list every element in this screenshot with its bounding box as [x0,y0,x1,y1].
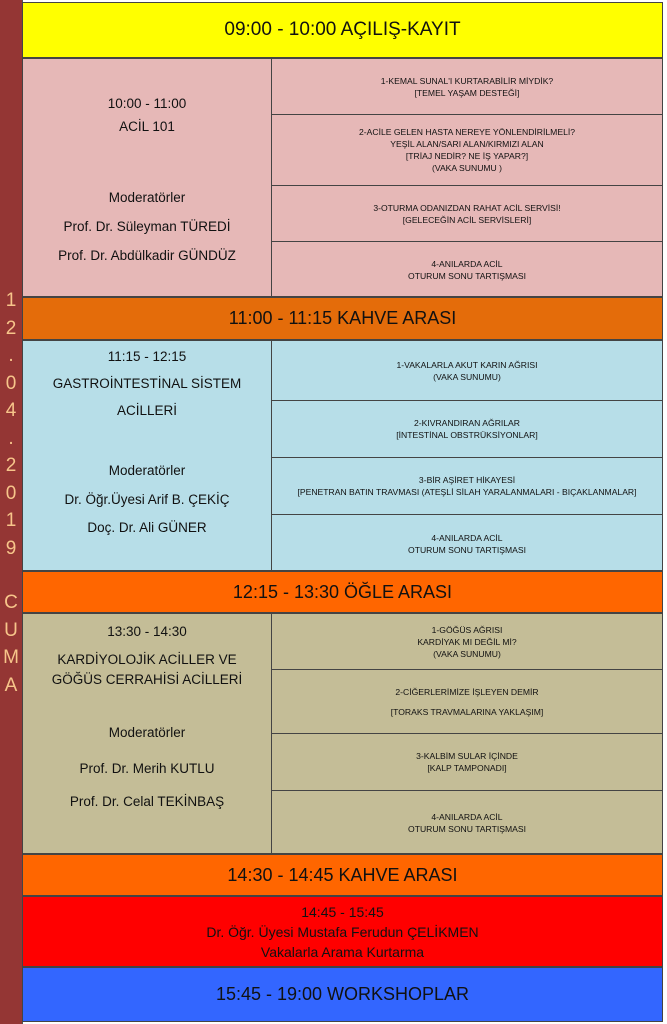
session-title: ACİLLERİ [116,403,178,418]
moderator-name: Dr. Öğr.Üyesi Arif B. ÇEKİÇ [64,492,230,507]
session-info [23,341,272,570]
talk-title: 2-CİĞERLERİMİZE İŞLEYEN DEMİR [395,686,539,697]
talk-subtitle: (VAKA SUNUMU) [433,648,501,659]
moderators-label: Moderatörler [108,190,186,205]
coffee-break-text: 14:30 - 14:45 KAHVE ARASI [227,864,458,885]
talk-item [272,341,662,401]
special-topic: Vakalarla Arama Kurtarma [260,943,425,960]
talk-title: 1-VAKALARLA AKUT KARIN AĞRISI [396,359,538,370]
session-time: 13:30 - 14:30 [107,624,187,639]
talk-title: 4-ANILARDA ACİL [431,812,503,822]
talk-subtitle: OTURUM SONU TARTIŞMASI [408,271,526,281]
talk-item [272,242,662,298]
moderator-name: Prof. Dr. Abdülkadir GÜNDÜZ [58,248,236,263]
talk-subtitle: [PENETRAN BATIN TRAVMASI (ATEŞLİ SİLAH YARALANMALARI - BIÇAKLANMALAR] [297,487,637,497]
moderators-label: Moderatörler [108,725,186,740]
date-char: . [8,427,14,449]
talk-subtitle: OTURUM SONU TARTIŞMASI [408,544,526,555]
talk-item [272,515,662,572]
talk-subtitle: YEŞİL ALAN/SARI ALAN/KIRMIZI ALAN [390,139,544,149]
talk-item [272,734,662,791]
session-acil-101 [22,58,663,297]
date-char: 0 [5,372,17,394]
talk-subtitle: (VAKA SUNUMU ) [431,163,503,173]
moderator-name: Prof. Dr. Celal TEKİNBAŞ [69,794,225,809]
talk-subtitle: OTURUM SONU TARTIŞMASI [408,824,526,834]
date-char: 9 [5,537,17,559]
talk-list [272,341,662,570]
day-char: A [4,674,18,696]
talk-subtitle: [KALP TAMPONADI] [427,763,507,773]
opening-text: 09:00 - 10:00 AÇILIŞ-KAYIT [224,19,461,40]
session-time: 10:00 - 11:00 [107,96,187,111]
lunch-text: 12:15 - 13:30 ÖĞLE ARASI [232,581,453,602]
session-title: ACİL 101 [119,119,175,134]
talk-title: 1-KEMAL SUNAL'I KURTARABİLİR MİYDİK? [380,75,554,86]
talk-title: 4-ANILARDA ACİL [431,259,503,269]
talk-item [272,670,662,734]
talk-title: 1-GÖĞÜS AĞRISI [431,624,503,635]
talk-item [272,791,662,855]
workshop-band [22,967,663,1022]
session-cardiology [22,613,663,854]
talk-subtitle: [GELECEĞİN ACİL SERVİSLERİ] [402,214,532,225]
date-char: . [8,345,14,366]
talk-subtitle: [TRİAJ NEDİR? NE İŞ YAPAR?] [405,151,529,161]
moderator-name: Doç. Dr. Ali GÜNER [87,520,207,535]
talk-title: 3-OTURMA ODANIZDAN RAHAT ACİL SERVİSİ! [373,202,561,213]
day-char: M [3,647,19,668]
talk-subtitle: [TEMEL YAŞAM DESTEĞİ] [414,87,520,98]
moderator-name: Prof. Dr. Süleyman TÜREDİ [63,219,231,234]
day-char: C [4,592,18,613]
session-gastrointestinal [22,340,663,571]
date-sidebar [0,0,23,1024]
day-char: U [4,619,18,641]
talk-title: 3-BİR AŞİRET HİKAYESİ [418,475,516,485]
coffee-break-band [22,297,663,340]
talk-subtitle: [TORAKS TRAVMALARINA YAKLAŞIM] [390,706,544,717]
date-char: 2 [5,455,17,476]
talk-list [272,59,662,296]
talk-item [272,614,662,670]
session-title: GÖĞÜS CERRAHİSİ ACİLLERİ [51,672,243,687]
talk-title: 4-ANILARDA ACİL [431,532,503,543]
date-char: 2 [5,317,17,339]
talk-subtitle: [İNTESTİNAL OBSTRÜKSİYONLAR] [396,430,538,440]
talk-item [272,401,662,458]
talk-item [272,458,662,515]
talk-title: 2-ACİLE GELEN HASTA NEREYE YÖNLENDİRİLMELİ? [358,127,576,137]
session-title: GASTROİNTESTİNAL SİSTEM [52,376,242,391]
date-char: 4 [5,400,17,421]
session-title: KARDİYOLOJİK ACİLLER VE [57,652,237,667]
session-time: 11:15 - 12:15 [107,349,187,364]
moderators-label: Moderatörler [108,463,186,478]
date-char: 1 [5,290,17,311]
talk-item [272,115,662,186]
session-info [23,59,272,296]
talk-item [272,59,662,115]
coffee-break-band [22,854,663,896]
lunch-band [22,571,663,613]
date-char [0,562,22,589]
workshop-text: 15:45 - 19:00 WORKSHOPLAR [215,984,470,1004]
moderator-name: Prof. Dr. Merih KUTLU [79,761,215,776]
talk-list [272,614,662,853]
talk-title: 3-KALBİM SULAR İÇİNDE [416,751,518,761]
date-char: 1 [5,510,17,531]
session-info [23,614,272,853]
coffee-break-text: 11:00 - 11:15 KAHVE ARASI [228,308,457,328]
special-time: 14:45 - 15:45 [301,903,384,920]
special-session-band [22,896,663,967]
special-speaker: Dr. Öğr. Üyesi Mustafa Ferudun ÇELİKMEN [206,923,479,940]
opening-band [22,2,663,58]
talk-title: 2-KIVRANDIRAN AĞRILAR [413,418,521,428]
talk-subtitle: KARDİYAK MI DEĞİL Mİ? [417,636,517,647]
date-char: 0 [5,482,17,504]
vertical-date [0,287,22,699]
talk-item [272,186,662,242]
talk-subtitle: (VAKA SUNUMU) [433,371,501,382]
